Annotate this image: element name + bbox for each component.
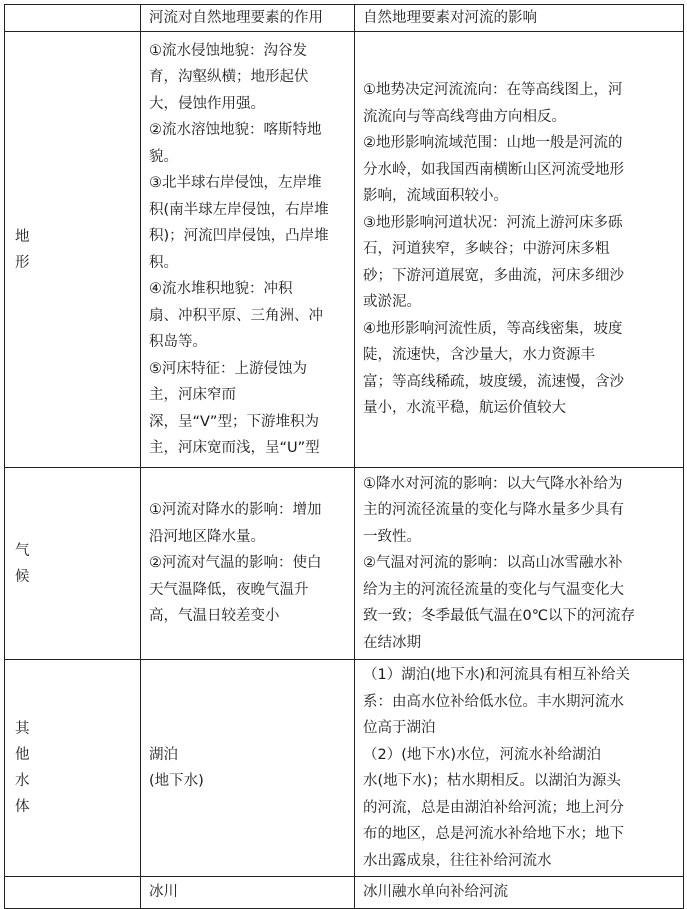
- influence-line: 分水岭，如我国西南横断山区河流受地形: [363, 161, 624, 178]
- influence-cell: [355, 660, 684, 877]
- effect-line: (地下水): [149, 773, 204, 789]
- category-cell: [5, 32, 141, 468]
- effect-line: ①流水侵蚀地貌：沟谷发: [149, 42, 307, 59]
- influence-line: 富；等高线稀疏，坡度缓，流速慢，含沙: [363, 373, 624, 390]
- row-glacier: [5, 877, 684, 909]
- influence-line: ①降水对河流的影响：以大气降水补给为: [363, 475, 623, 492]
- effect-line: 积岛等。: [149, 334, 207, 350]
- influence-cell: [355, 32, 684, 468]
- category-line: 其: [15, 721, 30, 737]
- influence-line: 在结冰期: [363, 634, 421, 651]
- category-line: 水: [15, 773, 30, 789]
- influence-line: ④地形影响河流性质，等高线密集，坡度: [363, 320, 623, 337]
- influence-line: 给为主的河流径流量的变化与气温变化大: [363, 581, 624, 598]
- category-line: 候: [15, 568, 30, 585]
- effect-line: ②河流对气温的影响：使白: [149, 555, 322, 572]
- influence-line: 砂；下游河道展宽，多曲流，河床多细沙: [363, 267, 624, 284]
- effect-line: 大，侵蚀作用强。: [149, 95, 265, 112]
- influence-line: 石，河道狭窄，多峡谷；中游河床多粗: [363, 241, 610, 258]
- category-line: 他: [15, 747, 30, 763]
- effect-cell: [141, 32, 355, 468]
- row-climate: [5, 468, 684, 660]
- influence-cell: [355, 877, 684, 909]
- influence-line: 系：由高水位补给低水位。丰水期河流水: [363, 693, 624, 710]
- effect-line: ③北半球右岸侵蚀，左岸堆: [149, 175, 322, 191]
- influence-line: 布的地区，总是河流水补给地下水；地下: [363, 826, 624, 842]
- effect-cell: [141, 660, 355, 877]
- row-landform: [5, 32, 684, 468]
- effect-line: 积。: [149, 254, 178, 271]
- table-body: [5, 32, 684, 909]
- effect-cell: [141, 877, 355, 909]
- effect-line: ④流水堆积地貌：冲积: [149, 281, 293, 297]
- effect-cell: [141, 468, 355, 660]
- effect-line: 高，气温日较差变小: [149, 608, 280, 625]
- influence-line: ③地形影响河道状况：河流上游河床多砾: [363, 214, 623, 231]
- category-line: 形: [15, 254, 30, 271]
- header-blank: [5, 5, 141, 32]
- effect-line: 积)；河流凹岸侵蚀，凸岸堆: [149, 228, 329, 244]
- category-cell: [5, 877, 141, 909]
- influence-line: ②地形影响流域范围：山地一般是河流的: [363, 135, 623, 152]
- effect-line: 天气温降低，夜晚气温升: [149, 581, 309, 598]
- header-row: [5, 5, 684, 32]
- influence-line: 主的河流径流量的变化与降水量多少具有: [363, 502, 624, 519]
- effect-line: ①河流对降水的影响：增加: [149, 502, 322, 519]
- influence-line: 位高于湖泊: [363, 720, 436, 736]
- category-cell: [5, 468, 141, 660]
- header-effect: 河流对自然地理要素的作用: [141, 5, 355, 32]
- category-line: 地: [15, 228, 30, 245]
- header-influence: 自然地理要素对河流的影响: [355, 5, 684, 32]
- effect-line: 沿河地区降水量。: [149, 528, 265, 545]
- effect-line: 主，河床窄而: [149, 387, 236, 403]
- row-other-water: [5, 660, 684, 877]
- effect-line: 深，呈“V”型；下游堆积为: [149, 413, 319, 430]
- influence-line: 影响，流域面积较小。: [363, 188, 508, 205]
- influence-line: 水出露成泉，往往补给河流水: [363, 852, 552, 869]
- effect-line: 貌。: [149, 148, 178, 165]
- effect-line: 扇、冲积平原、三角洲、冲: [149, 307, 323, 324]
- influence-line: 一致性。: [363, 528, 421, 545]
- influence-line: 流流向与等高线弯曲方向相反。: [363, 108, 566, 125]
- influence-line: （2）(地下水)水位，河流水补给湖泊: [363, 746, 602, 763]
- category-cell: [5, 660, 141, 877]
- influence-line: 陡，流速快，含沙量大，水力资源丰: [363, 347, 595, 364]
- influence-line: 致一致；冬季最低气温在0℃以下的河流存: [363, 608, 636, 625]
- effect-line: 主，河床宽而浅，呈“U”型: [149, 440, 320, 456]
- effect-line: ⑤河床特征：上游侵蚀为: [149, 360, 307, 377]
- effect-line: 冰川: [149, 884, 178, 900]
- influence-line: 的河流，总是由湖泊补给河流；地上河分: [363, 799, 624, 816]
- category-line: 气: [15, 542, 30, 559]
- influence-line: 水(地下水)；枯水期相反。以湖泊为源头: [363, 773, 621, 789]
- geography-table: [4, 4, 684, 909]
- influence-line: ①地势决定河流流向：在等高线图上，河: [363, 82, 623, 99]
- influence-line: 或淤泥。: [363, 294, 421, 311]
- effect-line: 育，沟壑纵横；地形起伏: [149, 69, 309, 85]
- influence-line: （1）湖泊(地下水)和河流具有相互补给关: [363, 667, 631, 683]
- category-line: 体: [15, 799, 30, 815]
- influence-line: 冰川融水单向补给河流: [363, 884, 508, 900]
- influence-cell: [355, 468, 684, 660]
- effect-line: 积(南半球左岸侵蚀，右岸堆: [149, 201, 329, 218]
- effect-line: ②流水溶蚀地貌：喀斯特地: [149, 122, 322, 138]
- influence-line: 量小，水流平稳，航运价值较大: [363, 400, 566, 417]
- influence-line: ②气温对河流的影响：以高山冰雪融水补: [363, 555, 623, 572]
- effect-line: 湖泊: [149, 746, 178, 763]
